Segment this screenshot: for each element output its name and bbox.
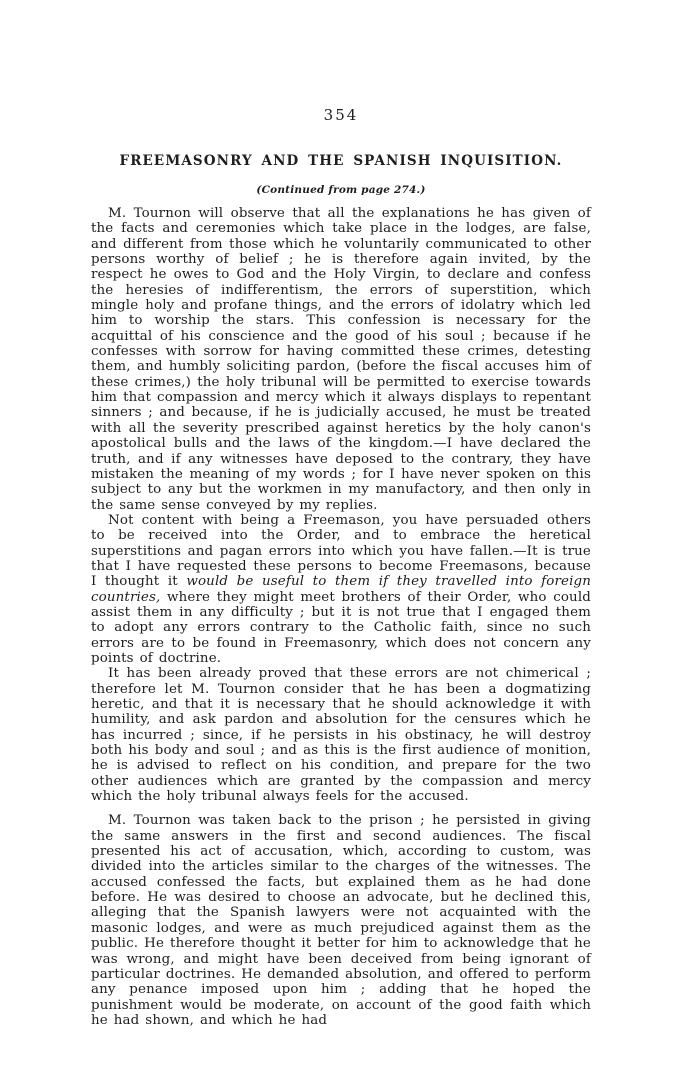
text-segment: Not content with being a Freemason, you have persuaded others to be received into the Order, and to embrace the heretical superstitions and pagan errors into which you have fallen.—It is true that I have requested these persons to become Freemasons, because I thought it (91, 512, 591, 590)
text-segment: where they might meet brothers of their Order, who could assist them in any difficulty ; but it is not true that I engaged them to adopt any errors contrary to the Catholic faith, since no such errors are to be found in Freemasonry, which does not concern any points of doctrine. (91, 589, 591, 666)
text-segment: M. Tournon was taken back to the prison ; he persisted in giving the same answers in the first and second audiences. The fiscal presented his act of accusation, which, according to custom, was divided into the articles similar to the charges of the witnesses. The accused confessed the facts, but explained them as he had done before. He was desired to choose an advocate, but he declined this, alleging that the Spanish lawyers were not acquainted with the masonic lodges, and were as much prejudiced against them as the public. He therefore thought it better for him to acknowledge that he was wrong, and might have been deceived from being ignorant of particular doctrines. He demanded absolution, and offered to perform any penance imposed upon him ; adding that he hoped the punishment would be moderate, on account of the good faith which he had shown, and which he had (91, 813, 591, 1028)
paragraph-2 (91, 513, 591, 666)
page-number: 354 (323, 106, 359, 124)
paragraph-1 (91, 206, 591, 513)
paragraph-4 (91, 813, 591, 1028)
italic-text-segment: would be useful to them if they travelled into foreign countries, (91, 574, 591, 605)
article-body (91, 206, 591, 1028)
text-segment: M. Tournon will observe that all the explanations he has given of the facts and ceremonies which take place in the lodges, are false, and different from those which he voluntarily communicated to other persons worthy of belief ; he is therefore again invited, by the respect he owes to God and the Holy Virgin, to declare and confess the heresies of indifferentism, the errors of superstition, which mingle holy and profane things, and the errors of idolatry which led him to worship the stars. This confession is necessary for the acquittal of his conscience and the good of his soul ; because if he confesses with sorrow for having committed these crimes, detesting them, and humbly soliciting pardon, (before the fiscal accuses him of these crimes,) the holy tribunal will be permitted to exercise towards him that compassion and mercy which it always displays to repentant sinners ; and because, if he is judicially accused, he must be treated with all the severity prescribed against heretics by the holy canon's apostolical bulls and the laws of the kingdom.—I have declared the truth, and if any witnesses have deposed to the contrary, they have mistaken the meaning of my words ; for I have never spoken on this subject to any but the workmen in my manufactory, and then only in the same sense conveyed by my replies. (91, 206, 591, 513)
continuation-note: (Continued from page 274.) (256, 184, 426, 196)
article-title: FREEMASONRY AND THE SPANISH INQUISITION. (119, 153, 563, 169)
text-segment: It has been already proved that these errors are not chimerical ; therefore let M. Tournon consider that he has been a dogmatizing heretic, and that it is necessary that he should acknowledge it with humility, and ask pardon and absolution for the censures which he has incurred ; since, if he persists in his obstinacy, he will destroy both his body and soul ; and as this is the first audience of monition, he is advised to reflect on his condition, and prepare for the two other audiences which are granted by the compassion and mercy which the holy tribunal always feels for the accused. (91, 666, 591, 805)
scanned-book-page (91, 0, 591, 1028)
paragraph-3 (91, 666, 591, 804)
